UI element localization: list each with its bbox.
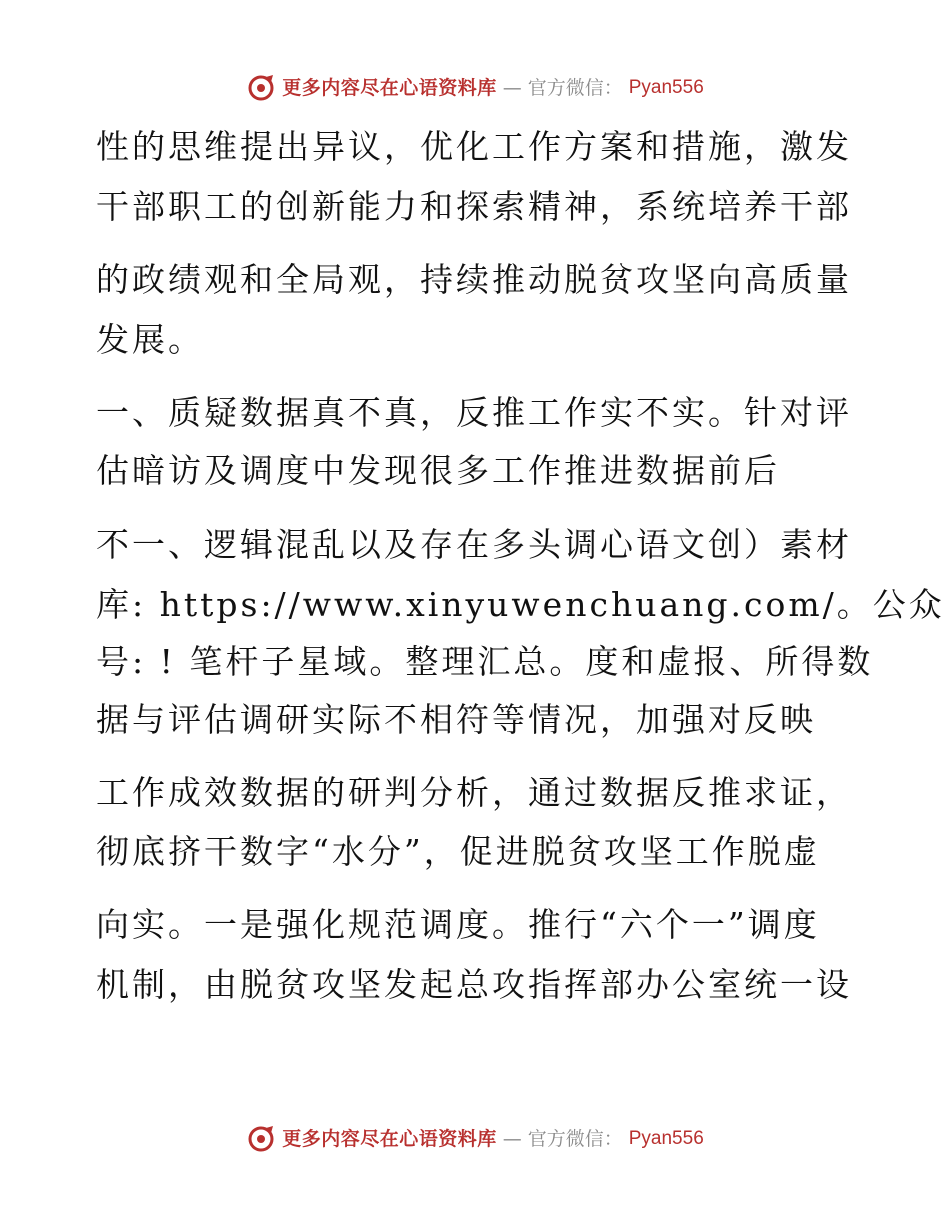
page-header: [0, 73, 950, 103]
brand-logo-icon: [246, 73, 276, 103]
text-line: 号: ! 笔杆子星域。整理汇总。度和虚报、所得数: [96, 642, 874, 681]
text-line: 发展。: [96, 320, 204, 359]
text-line: 干部职工的创新能力和探索精神，系统培养干部: [96, 187, 852, 226]
footer-separator: —: [502, 1128, 522, 1150]
text-line: 机制，由脱贫攻坚发起总攻指挥部办公室统一设: [96, 965, 852, 1004]
footer-wechat-label: 官方微信：: [527, 1128, 623, 1150]
brand-logo-icon: [246, 1124, 276, 1154]
text-line: 工作成效数据的研判分析，通过数据反推求证，: [96, 773, 852, 812]
header-wechat-label: 官方微信：: [527, 77, 623, 99]
header-brand-text: 更多内容尽在心语资料库: [282, 77, 497, 99]
text-line: 性的思维提出异议，优化工作方案和措施，激发: [96, 127, 852, 166]
text-line: 据与评估调研实际不相符等情况，加强对反映: [96, 700, 816, 739]
footer-brand-text: 更多内容尽在心语资料库: [282, 1128, 497, 1150]
text-line: 一、质疑数据真不真，反推工作实不实。针对评: [96, 393, 852, 432]
page-footer: [0, 1124, 950, 1154]
text-line: 彻底挤干数字“水分”，促进脱贫攻坚工作脱虚: [96, 832, 820, 871]
header-separator: —: [502, 77, 522, 99]
header-wechat-id: Pyan556: [628, 77, 704, 98]
text-line: 不一、逻辑混乱以及存在多头调心语文创）素材: [96, 525, 852, 564]
text-line: 的政绩观和全局观，持续推动脱贫攻坚向高质量: [96, 260, 852, 299]
text-line: 估暗访及调度中发现很多工作推进数据前后: [96, 451, 780, 490]
footer-wechat-id: Pyan556: [628, 1128, 704, 1149]
text-line: 向实。一是强化规范调度。推行“六个一”调度: [96, 905, 820, 944]
text-line: 库: https://www.xinyuwenchuang.com/。公众: [96, 585, 945, 624]
